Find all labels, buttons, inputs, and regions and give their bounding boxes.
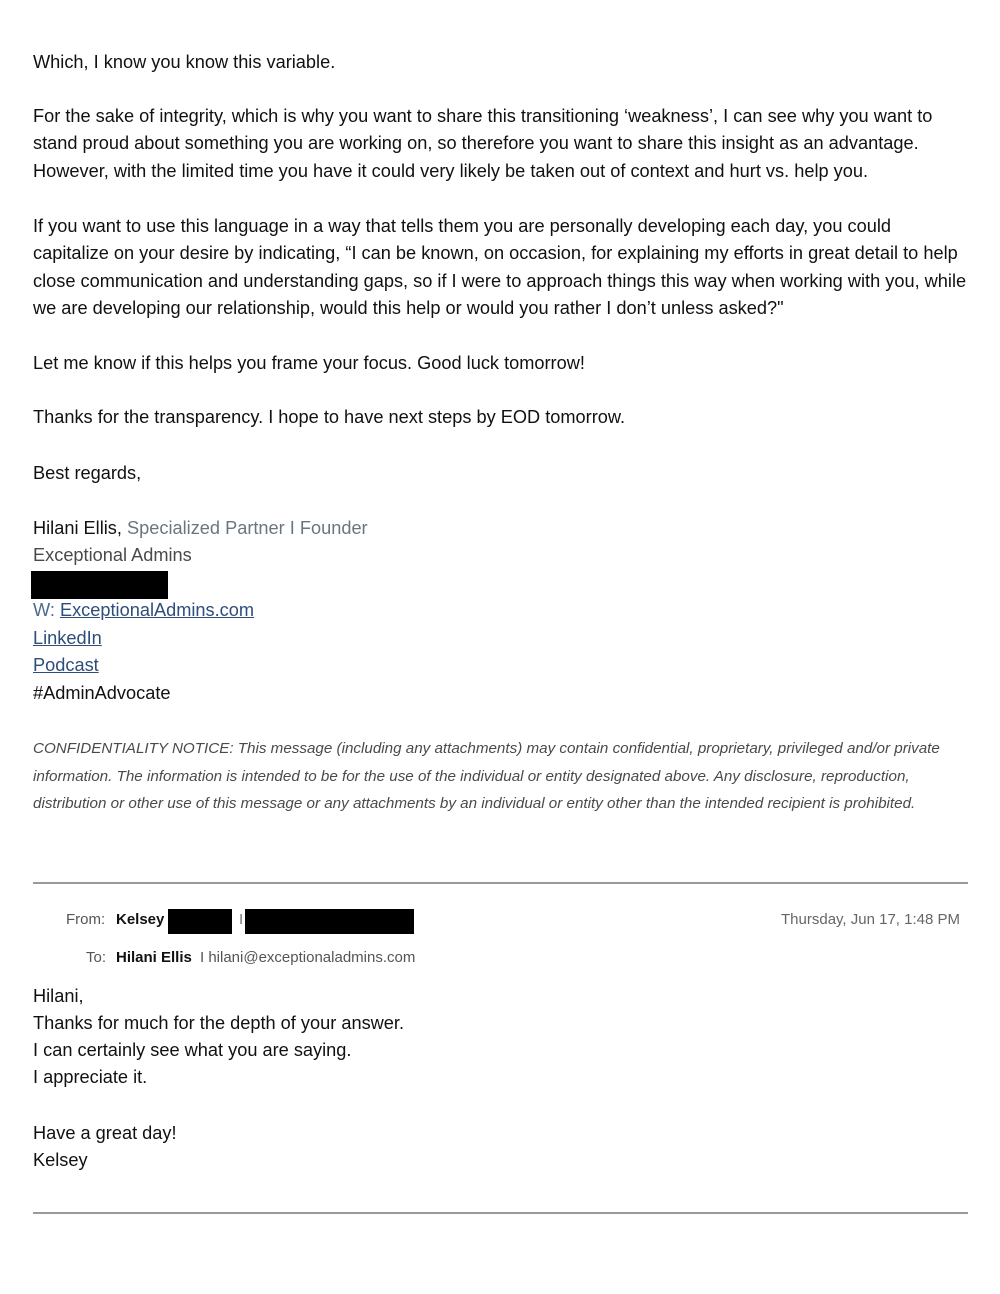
from-separator: I (239, 911, 244, 928)
website-link[interactable]: ExceptionalAdmins.com (59, 600, 255, 620)
reply-line: I appreciate it. (33, 1067, 148, 1087)
to-label: To: (86, 949, 107, 966)
signature-name-line (33, 515, 368, 542)
from-name: Kelsey (116, 911, 165, 928)
signature-website-line (33, 597, 254, 624)
confidentiality-notice: CONFIDENTIALITY NOTICE: This message (including any attachments) may contain confidential, proprietary, privileged and/or private information. The information is intended to be for the use of the individual or entity designated above. Any disclosure, reproduction, distribution or other use of this message or any attachments by an individual or entity other than the intended recipient is prohibited. (33, 740, 940, 812)
to-name: Hilani Ellis (116, 949, 192, 966)
redaction-block (168, 909, 232, 934)
divider (33, 882, 968, 884)
message-date: Thursday, Jun 17, 1:48 PM (781, 911, 960, 928)
signature-name: Hilani Ellis, (33, 518, 122, 538)
website-prefix: W: (33, 600, 60, 620)
reply-line: Thanks for much for the depth of your answer. (33, 1013, 405, 1033)
from-label: From: (66, 911, 106, 928)
email-paragraph: If you want to use this language in a way that tells them you are personally developing each day, you could capitalize on your desire by indicating, “I can be known, on occasion, for explaining my efforts in great detail to help close communication and understanding gaps, so if I were to approach things this way when working with you, while we are developing our relationship, would this help or would you rather I don’t unless asked?" (33, 216, 967, 318)
podcast-link[interactable]: Podcast (33, 655, 99, 675)
signature-linkedin-line (33, 625, 102, 652)
email-paragraph: Let me know if this helps you frame your focus. Good luck tomorrow! (33, 353, 585, 373)
signature-role: Specialized Partner I Founder (121, 518, 368, 538)
reply-line: Have a great day! (33, 1123, 177, 1143)
email-paragraph: Thanks for the transparency. I hope to have next steps by EOD tomorrow. (33, 407, 626, 427)
reply-line: Kelsey (33, 1150, 88, 1170)
signature-company: Exceptional Admins (33, 545, 192, 565)
linkedin-link[interactable]: LinkedIn (33, 628, 102, 648)
reply-line: I can certainly see what you are saying. (33, 1040, 352, 1060)
to-email: I hilani@exceptionaladmins.com (200, 949, 416, 966)
reply-line: Hilani, (33, 986, 84, 1006)
divider (33, 1212, 968, 1214)
signature-podcast-line (33, 652, 99, 679)
redaction-block (245, 909, 414, 934)
sign-off: Best regards, (33, 463, 142, 483)
email-paragraph: Which, I know you know this variable. (33, 52, 336, 72)
signature-hashtag: #AdminAdvocate (33, 683, 171, 703)
redaction-block (31, 571, 168, 599)
email-paragraph: For the sake of integrity, which is why you want to share this transitioning ‘weakness’, I can see why you want to stand proud about something you are working on, so therefore you want to share this insight as an advantage. However, with the limited time you have it could very likely be taken out of context and hurt vs. help you. (33, 106, 933, 181)
